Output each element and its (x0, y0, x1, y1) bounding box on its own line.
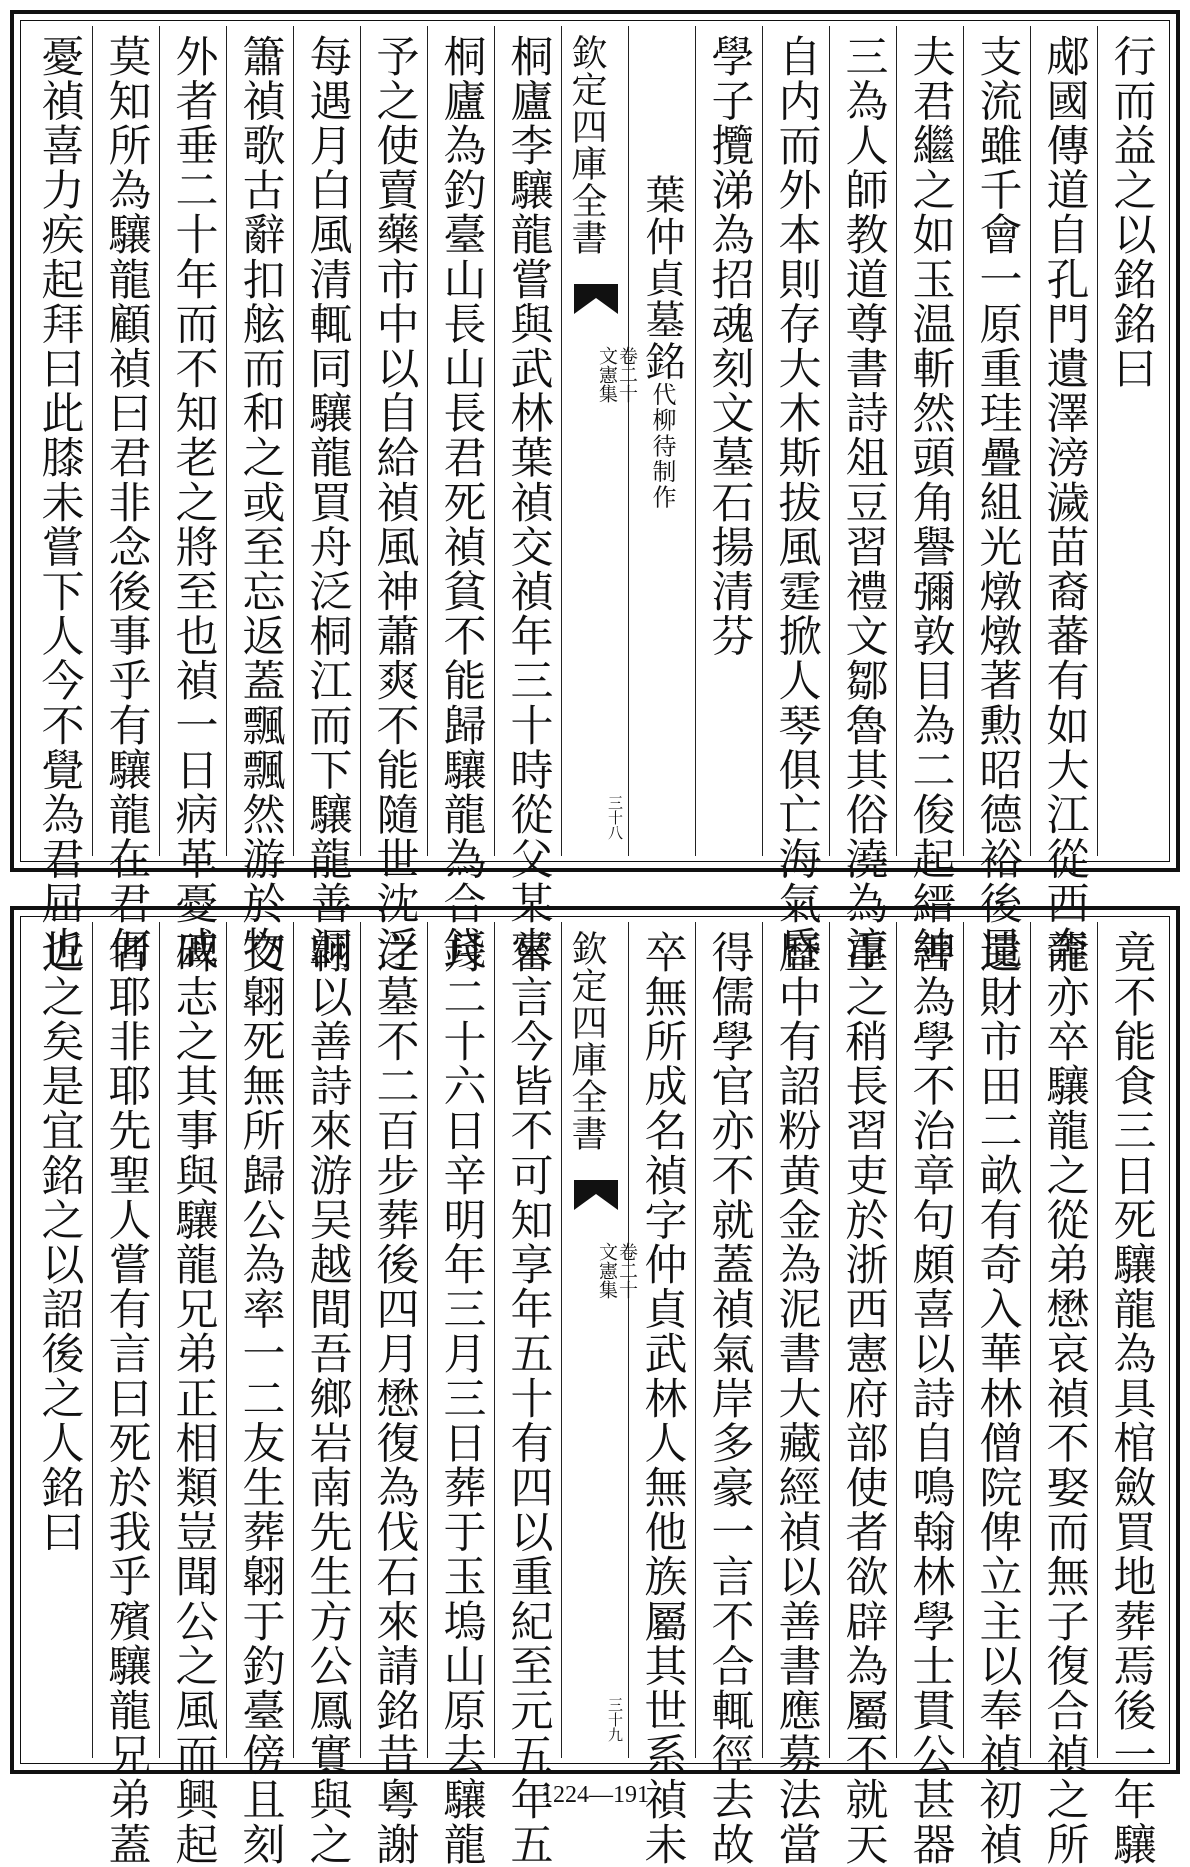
text-column: 夫君繼之如玉温斬然頭角譽彌敦目為二俊起縉紳 (896, 26, 963, 856)
fish-tail-mark-icon (574, 1180, 618, 1224)
book-title: 欽定四庫全書 (566, 34, 607, 256)
text-column: 翺以善詩來游吴越間吾鄉岩南先生方公鳳實與之 (293, 922, 360, 1758)
page-number: 1224—191 (541, 1782, 649, 1808)
collection-name: 文憲集 (596, 1242, 618, 1299)
section-heading (628, 26, 695, 856)
text-column: 予之使賣藥市中以自給禎風神蕭爽不能隨世沈浮 (360, 26, 427, 856)
text-column: 行而益之以銘銘曰 (1097, 26, 1164, 856)
text-column: 龍亦卒驤龍之從弟懋哀禎不娶而無子復合禎之所 (1030, 922, 1097, 1758)
text-column: 月二十六日辛明年三月三日葬于玉塢山原去驤龍 (427, 922, 494, 1758)
text-column: 嘗言今皆不可知享年五十有四以重紀至元五年五 (494, 922, 561, 1758)
text-column: 之墓不二百步葬後四月懋復為伐石來請銘昔粵謝 (360, 922, 427, 1758)
text-column: 自内而外本則存大木斯拔風霆掀人琴俱亡海氣昏 (762, 26, 829, 856)
title-column (561, 922, 638, 1758)
text-column: 外者垂二十年而不知老之將至也禎一日病革憂戚 (159, 26, 226, 856)
collection-name: 文憲集 (596, 346, 618, 403)
text-column: 三為人師教道尊書詩俎豆習禮文鄒魯其俗澆為淳 (829, 26, 896, 856)
text-column: 遺財市田二畝有奇入華林僧院俾立主以奉禎初禎 (963, 922, 1030, 1758)
text-column: 郕國傳道自孔門遺澤滂濊苗裔蕃有如大江從西奔 (1030, 26, 1097, 856)
text-column: 得儒學官亦不就蓋禎氣岸多豪一言不合輒徑去故 (695, 922, 762, 1758)
fish-tail-mark-icon (574, 284, 618, 328)
text-column: 近之矣是宜銘之以詔後之人銘曰 (34, 930, 85, 1555)
text-column: 碑志之其事與驤龍兄弟正相類豈聞公之風而興起 (159, 922, 226, 1758)
text-column: 竟不能食三日死驤龍為具棺斂買地葬焉後一年驤 (1097, 922, 1164, 1758)
text-column: 桐廬為釣臺山長山長君死禎貧不能歸驤龍為合錢 (427, 26, 494, 856)
leaf-number: 三十九 (606, 1697, 624, 1742)
text-column: 歷中有詔粉黄金為泥書大藏經禎以善書應募法當 (762, 922, 829, 1758)
leaf-number: 三十八 (606, 795, 624, 840)
text-column: 學子攬涕為招魂刻文墓石揚清芬 (695, 26, 762, 856)
text-column: 交翺死無所歸公為率一二友生葬翺于釣臺傍且刻 (226, 922, 293, 1758)
text-column: 卒無所成名禎字仲貞武林人無他族屬其世系禎未 (628, 922, 695, 1758)
text-column: 簫禎歌古辭扣舷而和之或至忘返蓋飄飄然游於物 (226, 26, 293, 856)
text-column: 莫知所為驤龍顧禎曰君非念後事乎有驤龍在君何 (92, 26, 159, 856)
text-column: 桐廬李驤龍嘗與武林葉禎交禎年三十時從父某來 (494, 26, 561, 856)
heading-note: 代柳待制作 (648, 382, 676, 510)
text-column: 善為學不治章句頗喜以詩自鳴翰林學士貫公甚器 (896, 922, 963, 1758)
top-page-panel (10, 10, 1180, 971)
volume-label: 卷二十 (616, 1242, 638, 1299)
text-column: 者耶非耶先聖人嘗有言曰死於我乎殯驤龍兄弟蓋 (92, 922, 159, 1758)
volume-label: 卷二十 (616, 346, 638, 403)
text-column: 憂禎喜力疾起拜曰此膝未嘗下人今不覺為君屈也 (34, 34, 85, 971)
top-columns (26, 26, 1164, 971)
text-column: 支流雖千會一原重珪疊組光燉燉著勲昭德裕後昆 (963, 26, 1030, 856)
title-column (561, 26, 638, 856)
heading-title: 葉仲貞墓銘 (639, 174, 685, 382)
book-title: 欽定四庫全書 (566, 930, 607, 1152)
text-column: 重之稍長習吏於浙西憲府部使者欲辟為屬不就天 (829, 922, 896, 1758)
text-column: 每遇月白風清輒同驤龍買舟泛桐江而下驤龍善洞 (293, 26, 360, 856)
